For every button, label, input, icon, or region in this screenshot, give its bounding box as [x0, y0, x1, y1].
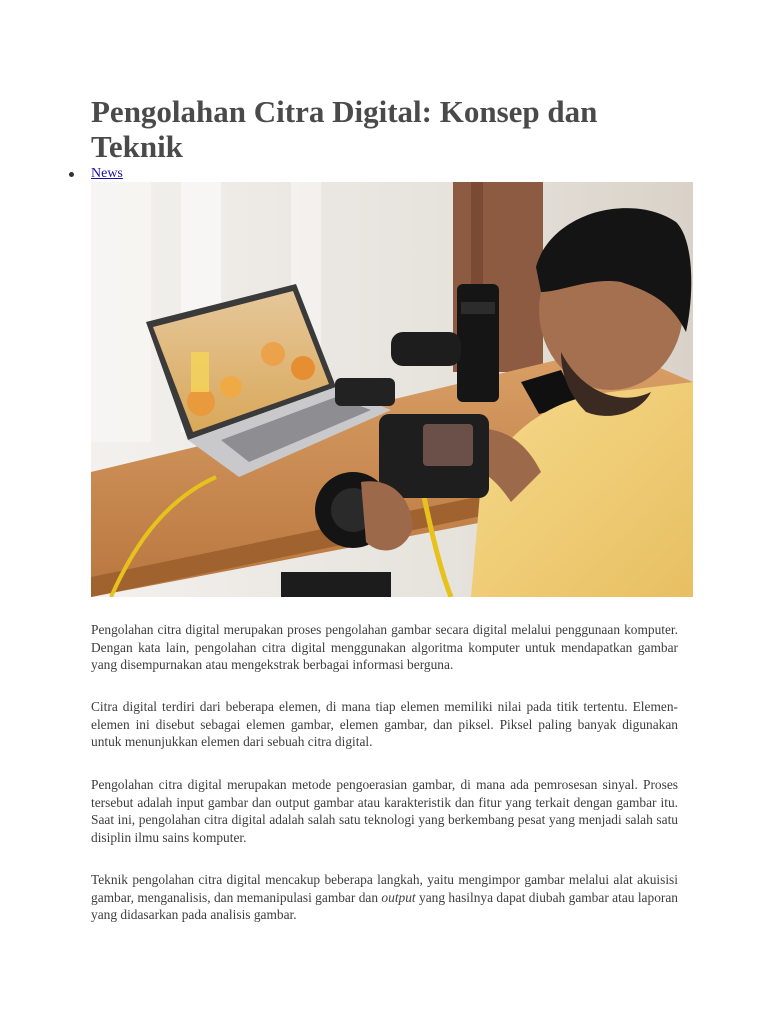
category-item [91, 165, 123, 183]
featured-image [91, 182, 693, 597]
paragraph-emphasis: output [381, 889, 416, 905]
category-link-news[interactable]: News [91, 166, 123, 181]
category-list [91, 165, 123, 183]
paragraph [91, 871, 678, 924]
featured-image-illustration [91, 182, 693, 597]
paragraph-text: yang hasilnya dapat diubah gambar atau laporan yang didasarkan pada analisis gambar. [91, 889, 678, 922]
paragraph: Pengolahan citra digital merupakan proses pengolahan gambar secara digital melalui penggunaan komputer. Dengan kata lain, pengolahan citra digital menggunakan algoritma komputer untuk mendapatkan gambar yang disempurnakan atau mengekstrak berbagai informasi berguna. [91, 622, 678, 672]
article-title: Pengolahan Citra Digital: Konsep dan Teknik [91, 94, 598, 164]
paragraph: Citra digital terdiri dari beberapa elemen, di mana tiap elemen memiliki nilai pada titik tertentu. Elemen-elemen ini disebut sebagai elemen gambar, elemen gambar, dan piksel. Piksel paling banyak digunakan untuk menunjukkan elemen dari sebuah citra digital. [91, 699, 678, 749]
paragraph-text: Teknik pengolahan citra digital mencakup beberapa langkah, yaitu mengimpor gambar melalui alat akuisisi gambar, menganalisis, dan memanipulasi gambar dan [91, 872, 678, 905]
paragraph: Pengolahan citra digital merupakan metode pengoerasian gambar, di mana ada pemrosesan sinyal. Proses tersebut adalah input gambar dan output gambar atau karakteristik dan fitur yang terkait dengan gambar itu. Saat ini, pengolahan citra digital adalah salah satu teknologi yang berkembang pesat yang menjadi salah satu disiplin ilmu sains komputer. [91, 777, 678, 845]
